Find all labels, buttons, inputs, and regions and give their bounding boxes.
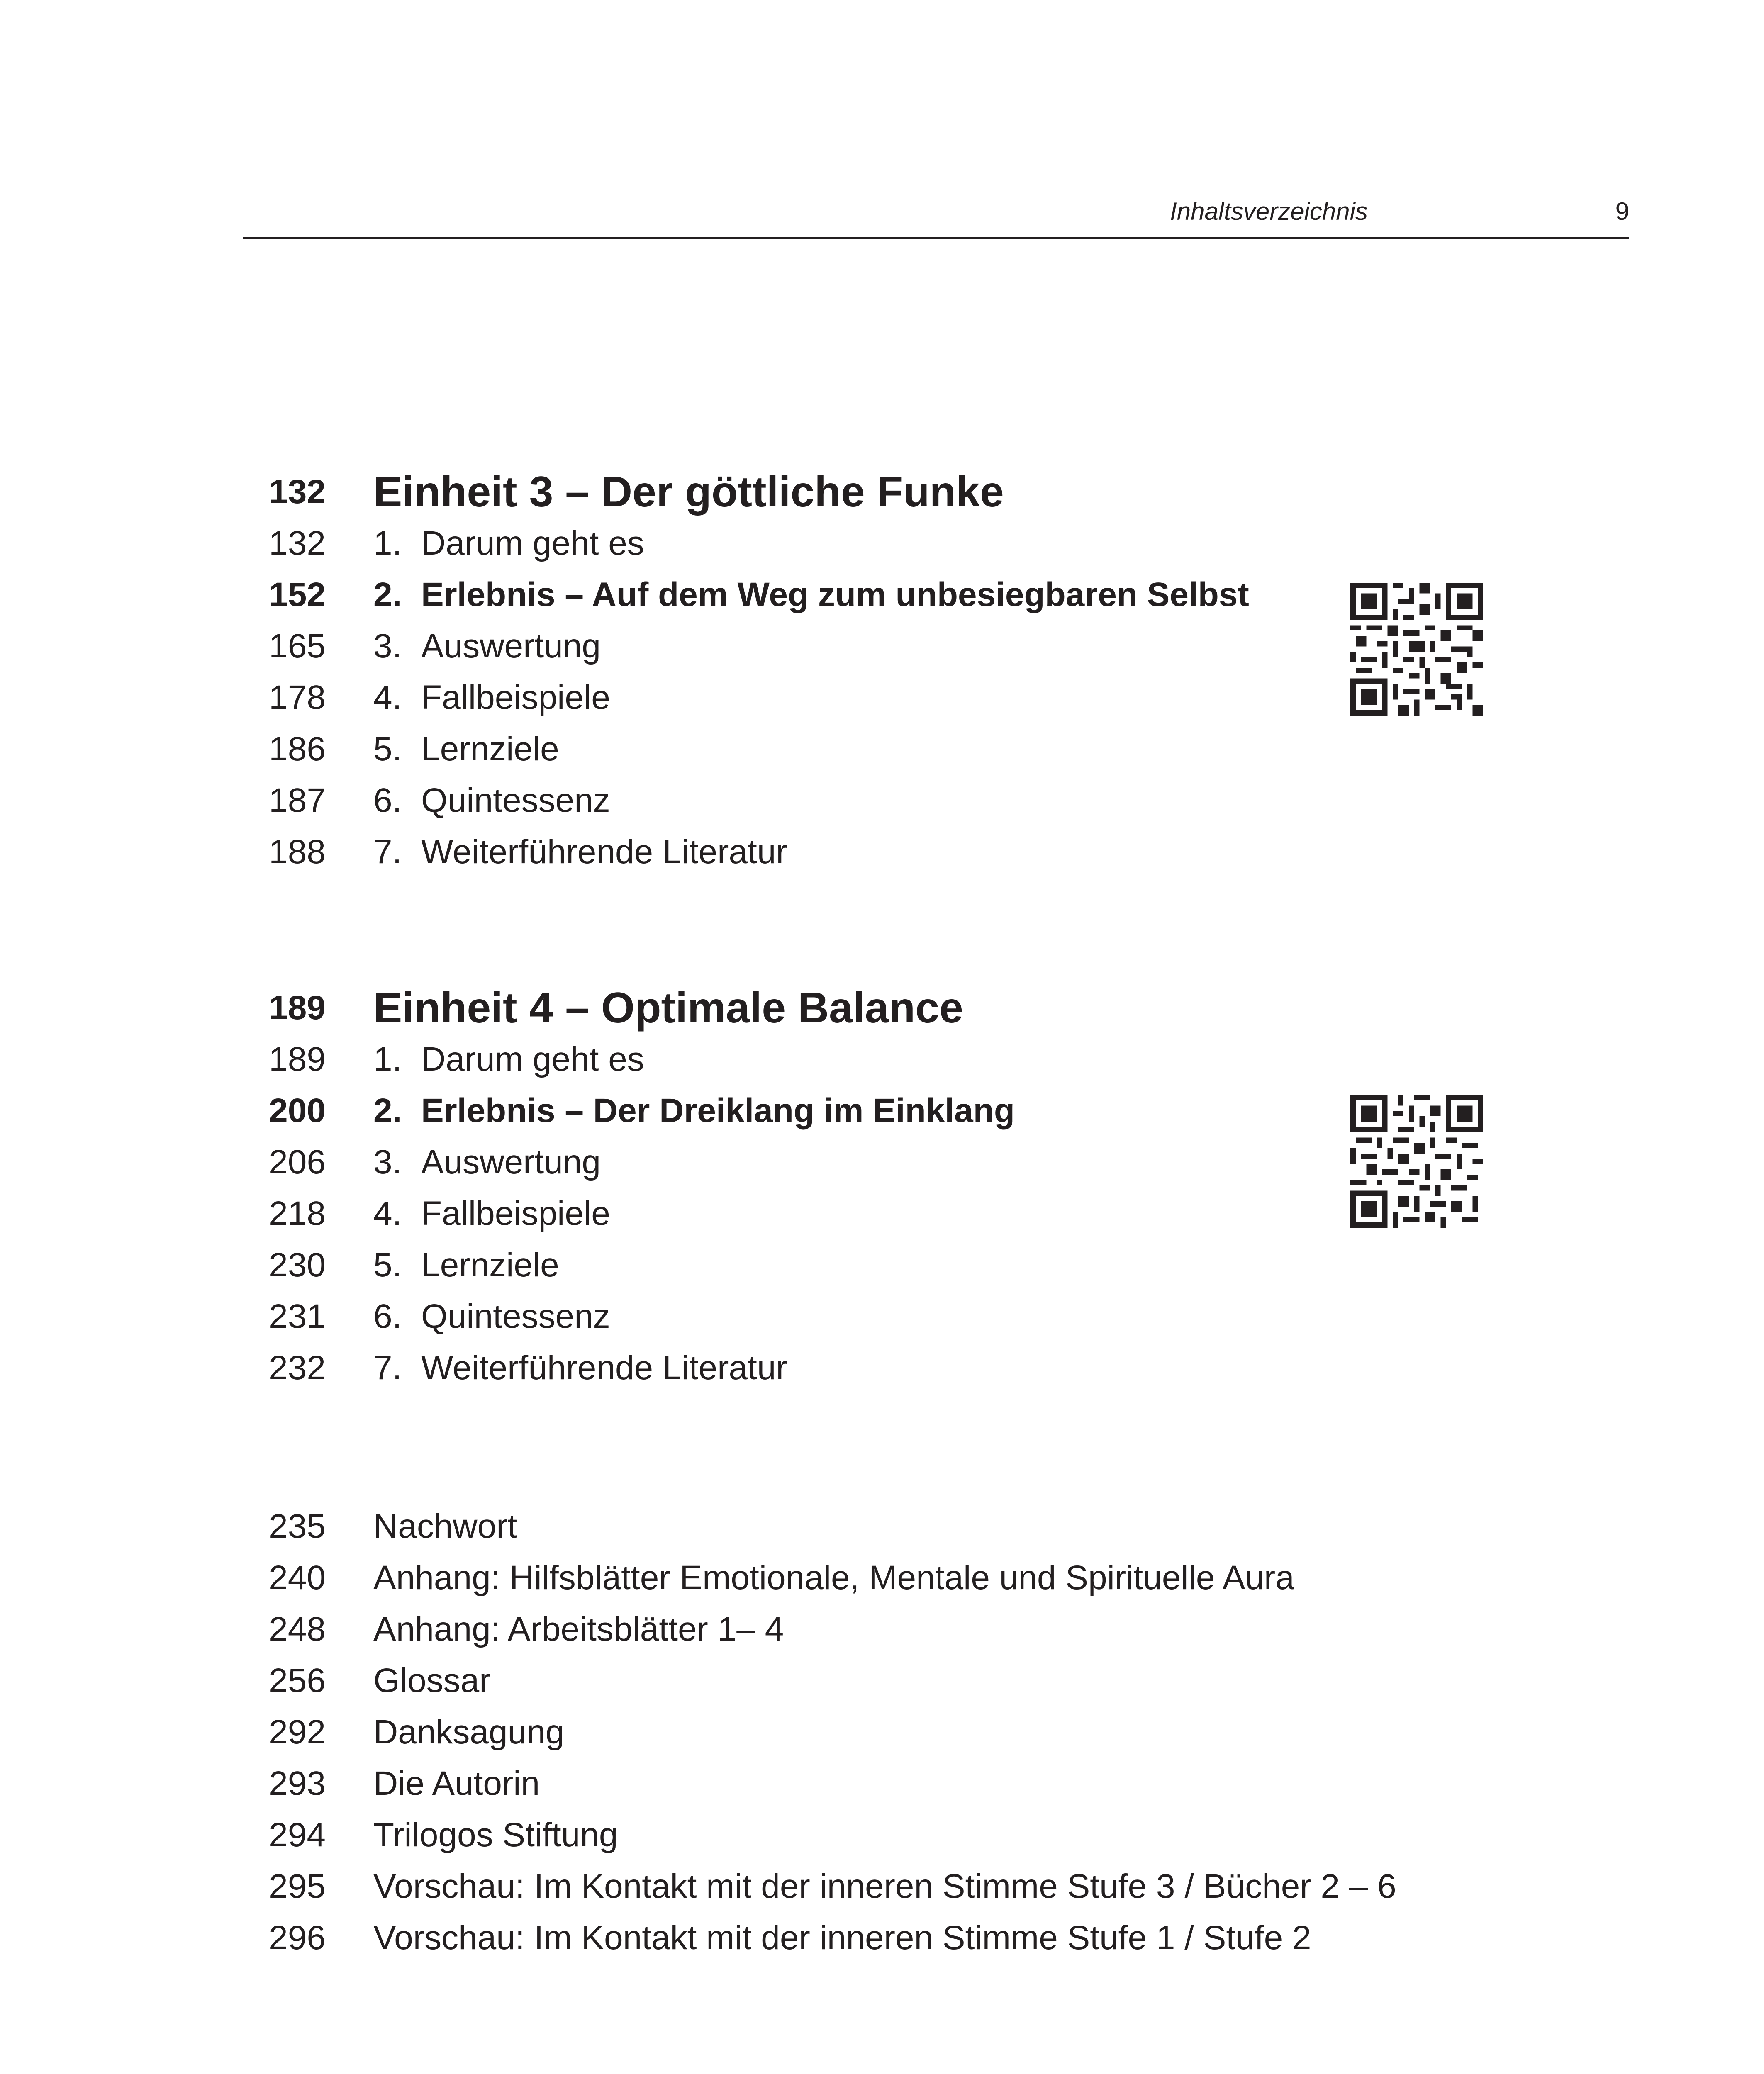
item-page: 200 xyxy=(269,1092,326,1130)
toc-item[interactable] xyxy=(243,1758,1629,1809)
unit-title: Einheit 4 – Optimale Balance xyxy=(373,984,963,1032)
item-text: Darum geht es xyxy=(421,1040,644,1078)
item-page: 293 xyxy=(269,1765,326,1802)
item-page: 235 xyxy=(269,1507,326,1545)
item-text: Quintessenz xyxy=(421,781,610,819)
item-page: 292 xyxy=(269,1713,326,1751)
item-text: Danksagung xyxy=(373,1713,565,1751)
item-number: 2. xyxy=(373,1092,402,1130)
item-page: 206 xyxy=(269,1143,326,1181)
unit-heading[interactable] xyxy=(243,982,1629,1034)
item-text: Darum geht es xyxy=(421,524,644,562)
toc-item[interactable] xyxy=(243,723,1629,775)
item-text: Die Autorin xyxy=(373,1765,540,1802)
item-text: Fallbeispiele xyxy=(421,1195,610,1232)
item-page: 295 xyxy=(269,1867,326,1905)
item-page: 189 xyxy=(269,1040,326,1078)
item-text: Auswertung xyxy=(421,1143,601,1181)
item-number: 3. xyxy=(373,627,402,665)
toc-item[interactable] xyxy=(243,775,1629,826)
item-page: 230 xyxy=(269,1246,326,1284)
item-text: Auswertung xyxy=(421,627,601,665)
item-text: Weiterführende Literatur xyxy=(421,1349,787,1387)
item-text: Nachwort xyxy=(373,1507,517,1545)
toc-item[interactable] xyxy=(243,1239,1629,1291)
item-page: 187 xyxy=(269,781,326,819)
item-page: 188 xyxy=(269,833,326,871)
item-number: 6. xyxy=(373,781,402,819)
item-text: Anhang: Hilfsblätter Emotionale, Mentale und Spirituelle Aura xyxy=(373,1559,1294,1597)
item-page: 294 xyxy=(269,1816,326,1854)
item-page: 248 xyxy=(269,1610,326,1648)
page-number: 9 xyxy=(1615,197,1629,225)
item-text: Erlebnis – Der Dreiklang im Einklang xyxy=(421,1092,1015,1130)
item-number: 2. xyxy=(373,576,402,613)
item-text: Lernziele xyxy=(421,730,559,768)
qr-code-icon[interactable] xyxy=(1350,1095,1483,1228)
unit-title: Einheit 3 – Der göttliche Funke xyxy=(373,468,1004,516)
item-number: 6. xyxy=(373,1297,402,1335)
item-text: Fallbeispiele xyxy=(421,679,610,716)
toc-item[interactable] xyxy=(243,1706,1629,1758)
toc-item[interactable] xyxy=(243,1912,1629,1964)
unit-page: 189 xyxy=(269,989,326,1027)
item-text: Lernziele xyxy=(421,1246,559,1284)
item-text: Anhang: Arbeitsblätter 1– 4 xyxy=(373,1610,784,1648)
item-number: 1. xyxy=(373,1040,402,1078)
item-page: 165 xyxy=(269,627,326,665)
item-number: 5. xyxy=(373,730,402,768)
toc-item[interactable] xyxy=(243,1291,1629,1342)
item-number: 4. xyxy=(373,679,402,716)
item-page: 186 xyxy=(269,730,326,768)
qr-code-icon[interactable] xyxy=(1350,583,1483,716)
item-page: 152 xyxy=(269,576,326,613)
qr-code-graphic xyxy=(1350,583,1483,716)
item-page: 240 xyxy=(269,1559,326,1597)
page-header xyxy=(243,195,1629,239)
item-page: 132 xyxy=(269,524,326,562)
toc-item[interactable] xyxy=(243,518,1629,569)
item-number: 1. xyxy=(373,524,402,562)
toc-item[interactable] xyxy=(243,1809,1629,1861)
unit-heading[interactable] xyxy=(243,466,1629,518)
item-text: Glossar xyxy=(373,1662,491,1699)
item-text: Vorschau: Im Kontakt mit der inneren Stimme Stufe 3 / Bücher 2 – 6 xyxy=(373,1867,1396,1905)
item-page: 178 xyxy=(269,679,326,716)
item-number: 4. xyxy=(373,1195,402,1232)
item-number: 3. xyxy=(373,1143,402,1181)
item-text: Trilogos Stiftung xyxy=(373,1816,618,1854)
toc-item[interactable] xyxy=(243,826,1629,878)
item-page: 256 xyxy=(269,1662,326,1699)
item-page: 231 xyxy=(269,1297,326,1335)
toc-item[interactable] xyxy=(243,1552,1629,1604)
toc-item[interactable] xyxy=(243,1655,1629,1706)
running-title: Inhaltsverzeichnis xyxy=(1170,197,1368,225)
item-text: Erlebnis – Auf dem Weg zum unbesiegbaren Selbst xyxy=(421,576,1249,613)
toc-item[interactable] xyxy=(243,1501,1629,1552)
qr-code-graphic xyxy=(1350,1095,1483,1228)
item-text: Quintessenz xyxy=(421,1297,610,1335)
item-page: 296 xyxy=(269,1919,326,1957)
item-page: 218 xyxy=(269,1195,326,1232)
toc-item[interactable] xyxy=(243,1342,1629,1394)
toc-item[interactable] xyxy=(243,1861,1629,1912)
toc-item[interactable] xyxy=(243,1034,1629,1085)
toc-back-matter xyxy=(243,1501,1629,1964)
item-text: Weiterführende Literatur xyxy=(421,833,787,871)
toc-item[interactable] xyxy=(243,1604,1629,1655)
unit-page: 132 xyxy=(269,473,326,511)
item-number: 7. xyxy=(373,1349,402,1387)
item-number: 5. xyxy=(373,1246,402,1284)
item-number: 7. xyxy=(373,833,402,871)
item-page: 232 xyxy=(269,1349,326,1387)
item-text: Vorschau: Im Kontakt mit der inneren Stimme Stufe 1 / Stufe 2 xyxy=(373,1919,1311,1957)
